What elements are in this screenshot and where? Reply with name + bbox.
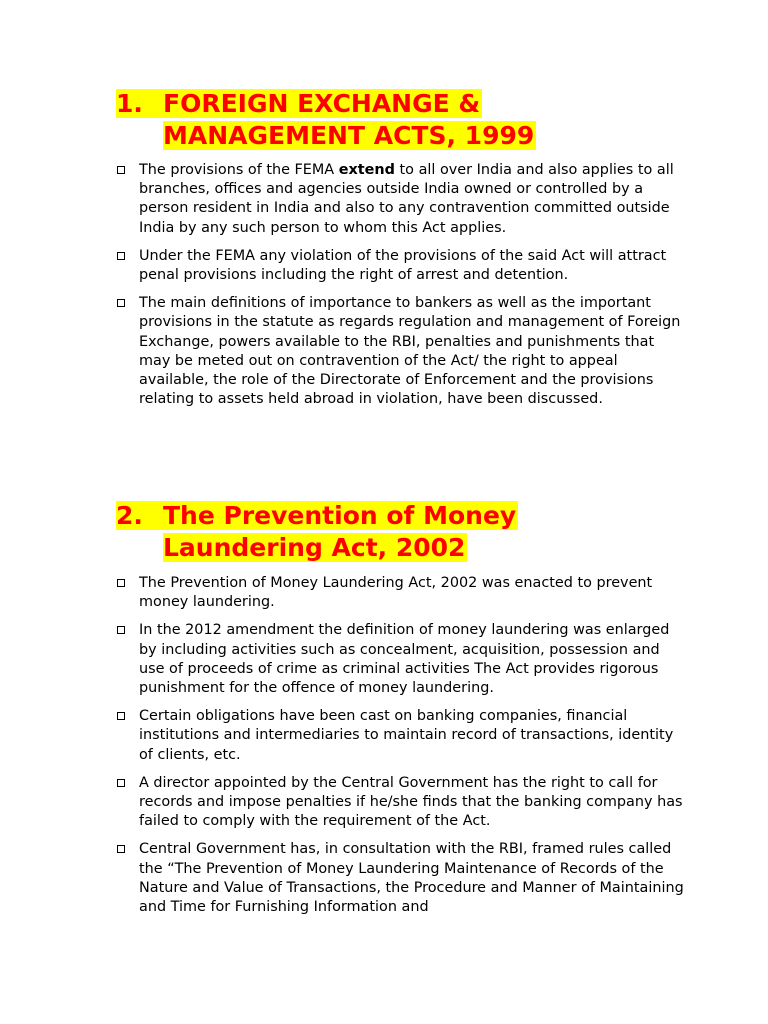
section-2-bullet-3 <box>116 707 686 765</box>
section-2-bullet-4 <box>116 774 686 832</box>
section-1-bullet-1 <box>116 161 686 238</box>
section-2-heading-line1 <box>116 501 518 530</box>
section-1-bullet-2 <box>116 247 686 285</box>
bullet-text: A director appointed by the Central Government has the right to call for records and impose penalties if he/she finds that the banking company has failed to comply with the requirement of the Act. <box>139 774 683 830</box>
bullet-text: Central Government has, in consultation with the RBI, framed rules called the “The Prevention of Money Laundering Maintenance of Records of the Nature and Value of Transactions, the Procedure and Manner of Maintaining and Time for Furnishing Information and <box>139 841 684 916</box>
section-1-title-line2: MANAGEMENT ACTS, 1999 <box>163 121 535 150</box>
checkbox-bullet-icon <box>117 166 125 174</box>
section-1-heading <box>116 88 536 152</box>
checkbox-bullet-icon <box>117 579 125 587</box>
bullet-text: The Prevention of Money Laundering Act, 2002 was enacted to prevent money laundering. <box>139 575 653 611</box>
section-1-heading-line1 <box>116 89 482 118</box>
checkbox-bullet-icon <box>117 626 125 634</box>
section-2-title-line1: The Prevention of Money <box>163 501 517 530</box>
section-1-number: 1. <box>116 89 143 118</box>
section-1-bullet-3 <box>116 294 686 409</box>
bullet-text: Under the FEMA any violation of the provisions of the said Act will attract penal provisions including the right of arrest and detention. <box>139 247 667 284</box>
section-2-bullet-list <box>116 574 686 926</box>
section-2-number: 2. <box>116 501 143 530</box>
bullet-text: In the 2012 amendment the definition of money laundering was enlarged by including activities such as concealment, acquisition, possession and use of proceeds of crime as criminal activities The Act provides rigorous punishment for the offence of money laundering. <box>139 622 670 697</box>
section-2-bullet-2 <box>116 621 686 698</box>
section-2-title-line2: Laundering Act, 2002 <box>163 533 466 562</box>
bullet-text: The main definitions of importance to bankers as well as the important provisions in the statute as regards regulation and management of Foreign Exchange, powers available to the RBI, penalties and punishments that may be meted out on contravention of the Act/ the right to appeal available, the role of the Directorate of Enforcement and the provisions relating to assets held abroad in violation, have been discussed. <box>139 295 681 408</box>
section-1-bullet-list <box>116 161 686 418</box>
checkbox-bullet-icon <box>117 299 125 307</box>
section-2-bullet-1 <box>116 574 686 612</box>
bullet-bold-text: extend <box>338 162 395 178</box>
checkbox-bullet-icon <box>117 252 125 260</box>
bullet-text: Certain obligations have been cast on banking companies, financial institutions and intermediaries to maintain record of transactions, identity of clients, etc. <box>139 708 674 763</box>
bullet-text: The provisions of the FEMA <box>139 162 339 178</box>
checkbox-bullet-icon <box>117 712 125 720</box>
section-2-heading <box>116 500 518 564</box>
checkbox-bullet-icon <box>117 845 125 853</box>
checkbox-bullet-icon <box>117 779 125 787</box>
bullet-text: to all over India and also applies to all branches, offices and agencies outside India owned or controlled by a person resident in India and also to any contravention committed outside India by any such person to whom this Act applies. <box>139 162 674 236</box>
section-1-title-line1: FOREIGN EXCHANGE & <box>163 89 481 118</box>
section-2-bullet-5 <box>116 840 686 917</box>
